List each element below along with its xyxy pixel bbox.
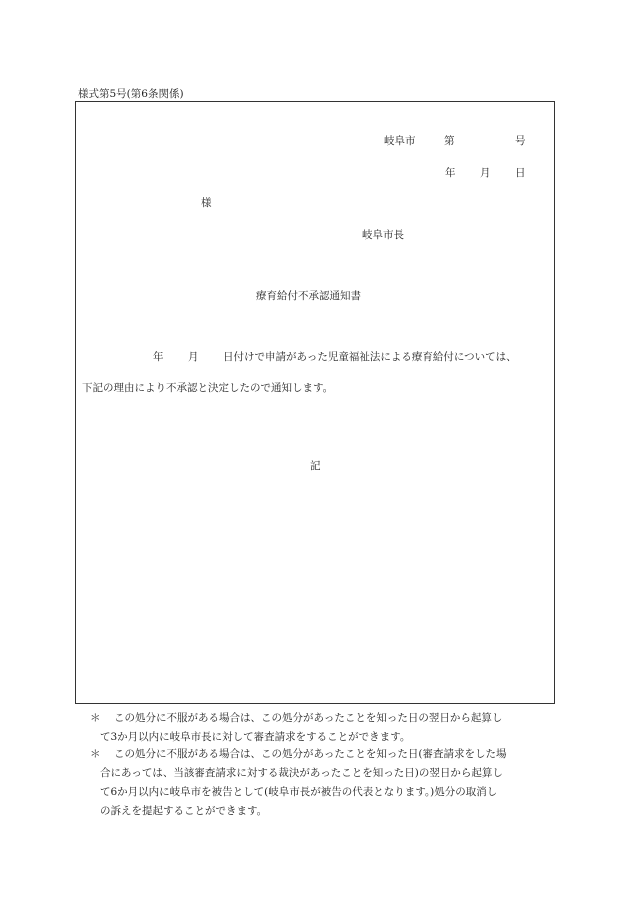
note-1-line-2: て3か月以内に岐阜市長に対して審査請求をすることができます。 xyxy=(100,731,411,743)
form-frame xyxy=(75,101,555,704)
doc-number-dai: 第 xyxy=(444,135,455,147)
date-year: 年 xyxy=(445,167,456,179)
body-line2: 下記の理由により不承認と決定したので通知します。 xyxy=(82,382,334,394)
ki-label: 記 xyxy=(310,460,321,472)
asterisk-icon: ＊ xyxy=(90,712,101,724)
note-1-line-1: この処分に不服がある場合は、この処分があったことを知った日の翌日から起算し xyxy=(114,712,503,724)
document-title: 療育給付不承認通知書 xyxy=(256,290,361,302)
asterisk-icon: ＊ xyxy=(90,748,101,760)
recipient-sama: 様 xyxy=(201,197,212,209)
body-year: 年 xyxy=(153,351,164,363)
date-day: 日 xyxy=(515,167,526,179)
doc-number-city: 岐阜市 xyxy=(384,135,416,147)
form-number-label: 様式第5号(第6条関係) xyxy=(78,88,184,100)
note-2-line-1: この処分に不服がある場合は、この処分があったことを知った日(審査請求をした場 xyxy=(114,748,507,760)
sender-mayor: 岐阜市長 xyxy=(362,229,404,241)
body-line1-text: 日付けで申請があった児童福祉法による療育給付については、 xyxy=(223,351,517,363)
note-2-line-4: の訴えを提起することができます。 xyxy=(100,805,268,817)
date-month: 月 xyxy=(480,167,491,179)
note-2-line-2: 合にあっては、当該審査請求に対する裁決があったことを知った日)の翌日から起算し xyxy=(100,767,503,779)
body-month: 月 xyxy=(188,351,199,363)
doc-number-go: 号 xyxy=(515,135,526,147)
note-2-line-3: て6か月以内に岐阜市を被告として(岐阜市長が被告の代表となります。)処分の取消し xyxy=(100,786,498,798)
